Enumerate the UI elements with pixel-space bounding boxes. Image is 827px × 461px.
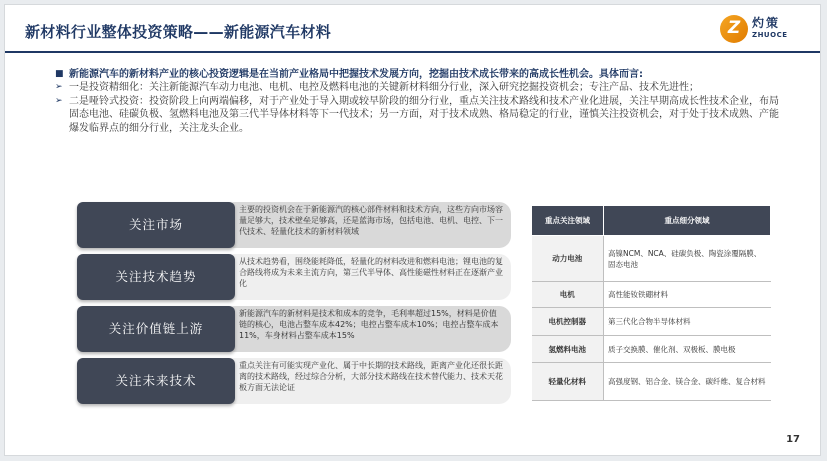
table-cell-detail: 质子交换膜、催化剂、双极板、膜电极 — [604, 336, 771, 363]
table-cell-detail: 第三代化合物半导体材料 — [604, 308, 771, 336]
logo-mark-icon: Z — [720, 15, 748, 43]
focus-description: 重点关注有可能实现产业化、属于中长期的技术路线，距离产业化还很长距离的技术路线，经过综合分析，大部分技术路线在技术替代能力、技术天花板方面无法论证 — [223, 358, 511, 404]
focus-label: 关注市场 — [77, 202, 235, 248]
intro-lead — [55, 68, 785, 81]
table-cell-area: 轻量化材料 — [532, 363, 604, 401]
table-row — [532, 336, 771, 363]
logo-english-name: ZHUOCE — [752, 31, 788, 39]
focus-description: 从技术趋势看，围绕能耗降低，轻量化的材料改进和燃料电池；锂电池的复合路线将成为未来主流方向，第三代半导体、高性能磁性材料正在逐渐产业化 — [223, 254, 511, 300]
page-number: 17 — [786, 434, 800, 445]
table-header-cell: 重点细分领域 — [604, 206, 771, 236]
focus-label: 关注未来技术 — [77, 358, 235, 404]
table-cell-detail: 高性能钕铁硼材料 — [604, 282, 771, 308]
table-header-cell: 重点关注领域 — [532, 206, 604, 236]
focus-description: 主要的投资机会在于新能源汽的核心部件材料和技术方向，这些方向市场容量足够大，技术壁垒足够高，还是蓝海市场，包括电池、电机、电控、下一代技术、轻量化技术的新材料领域 — [223, 202, 511, 248]
focus-label: 关注价值链上游 — [77, 306, 235, 352]
intro-lead-text: 新能源汽车的新材料产业的核心投资逻辑是在当前产业格局中把握技术发展方向，挖掘由技术成长带来的高成长性机会。具体而言: — [69, 69, 643, 80]
table-row — [532, 282, 771, 308]
focus-description: 新能源汽车的新材料是技术和成本的竞争，毛利率超过15%，材料是价值链的核心，电池占整车成本42%；电控占整车成本10%；电控占整车成本11%，车身材料占整车成本15% — [223, 306, 511, 352]
slide — [4, 4, 821, 456]
table-cell-detail: 高镍NCM、NCA、硅碳负极、陶瓷涂覆隔膜、固态电池 — [604, 236, 771, 282]
table-row — [532, 236, 771, 282]
table-cell-detail: 高强度钢、铝合金、镁合金、碳纤维、复合材料 — [604, 363, 771, 401]
logo-chinese-name: 灼策 — [752, 16, 781, 30]
square-bullet-icon: ■ — [55, 69, 64, 79]
table-row — [532, 363, 771, 401]
page-title: 新材料行业整体投资策略——新能源汽车材料 — [25, 23, 332, 41]
intro-point-text: 二是哑铃式投资：投资阶段上向两端偏移，对于产业处于导入期或较早阶段的细分行业，重点关注技术路线和技术产业化进展，关注早期高成长性技术企业，布局固态电池、硅碳负极、氢燃料电池及第三代半导体材料等下一代技术；另一方面，对于技术成熟、格局稳定的行业，谨慎关注投资机会，对于处于技术成熟、产能爆发临界点的细分行业，关注龙头企业。 — [69, 95, 779, 134]
focus-item-tech-trend — [77, 254, 511, 300]
intro-point — [55, 81, 785, 94]
table-header-row — [532, 206, 771, 236]
focus-areas-table — [531, 205, 771, 401]
intro-section — [55, 68, 785, 135]
table-cell-area: 动力电池 — [532, 236, 604, 282]
table-cell-area: 电机控制器 — [532, 308, 604, 336]
intro-point-text: 一是投资精细化：关注新能源汽车动力电池、电机、电控及燃料电池的关键新材料细分行业，深入研究挖掘投资机会；专注产品、技术先进性； — [69, 82, 699, 94]
title-divider — [5, 51, 821, 53]
table-row — [532, 308, 771, 336]
arrow-bullet-icon: ➢ — [55, 82, 63, 93]
arrow-bullet-icon: ➢ — [55, 95, 63, 106]
company-logo — [720, 13, 800, 45]
table-cell-area: 电机 — [532, 282, 604, 308]
intro-point — [55, 95, 785, 135]
focus-item-market — [77, 202, 511, 248]
table-cell-area: 氢燃料电池 — [532, 336, 604, 363]
focus-item-future-tech — [77, 358, 511, 404]
focus-item-value-chain — [77, 306, 511, 352]
focus-label: 关注技术趋势 — [77, 254, 235, 300]
